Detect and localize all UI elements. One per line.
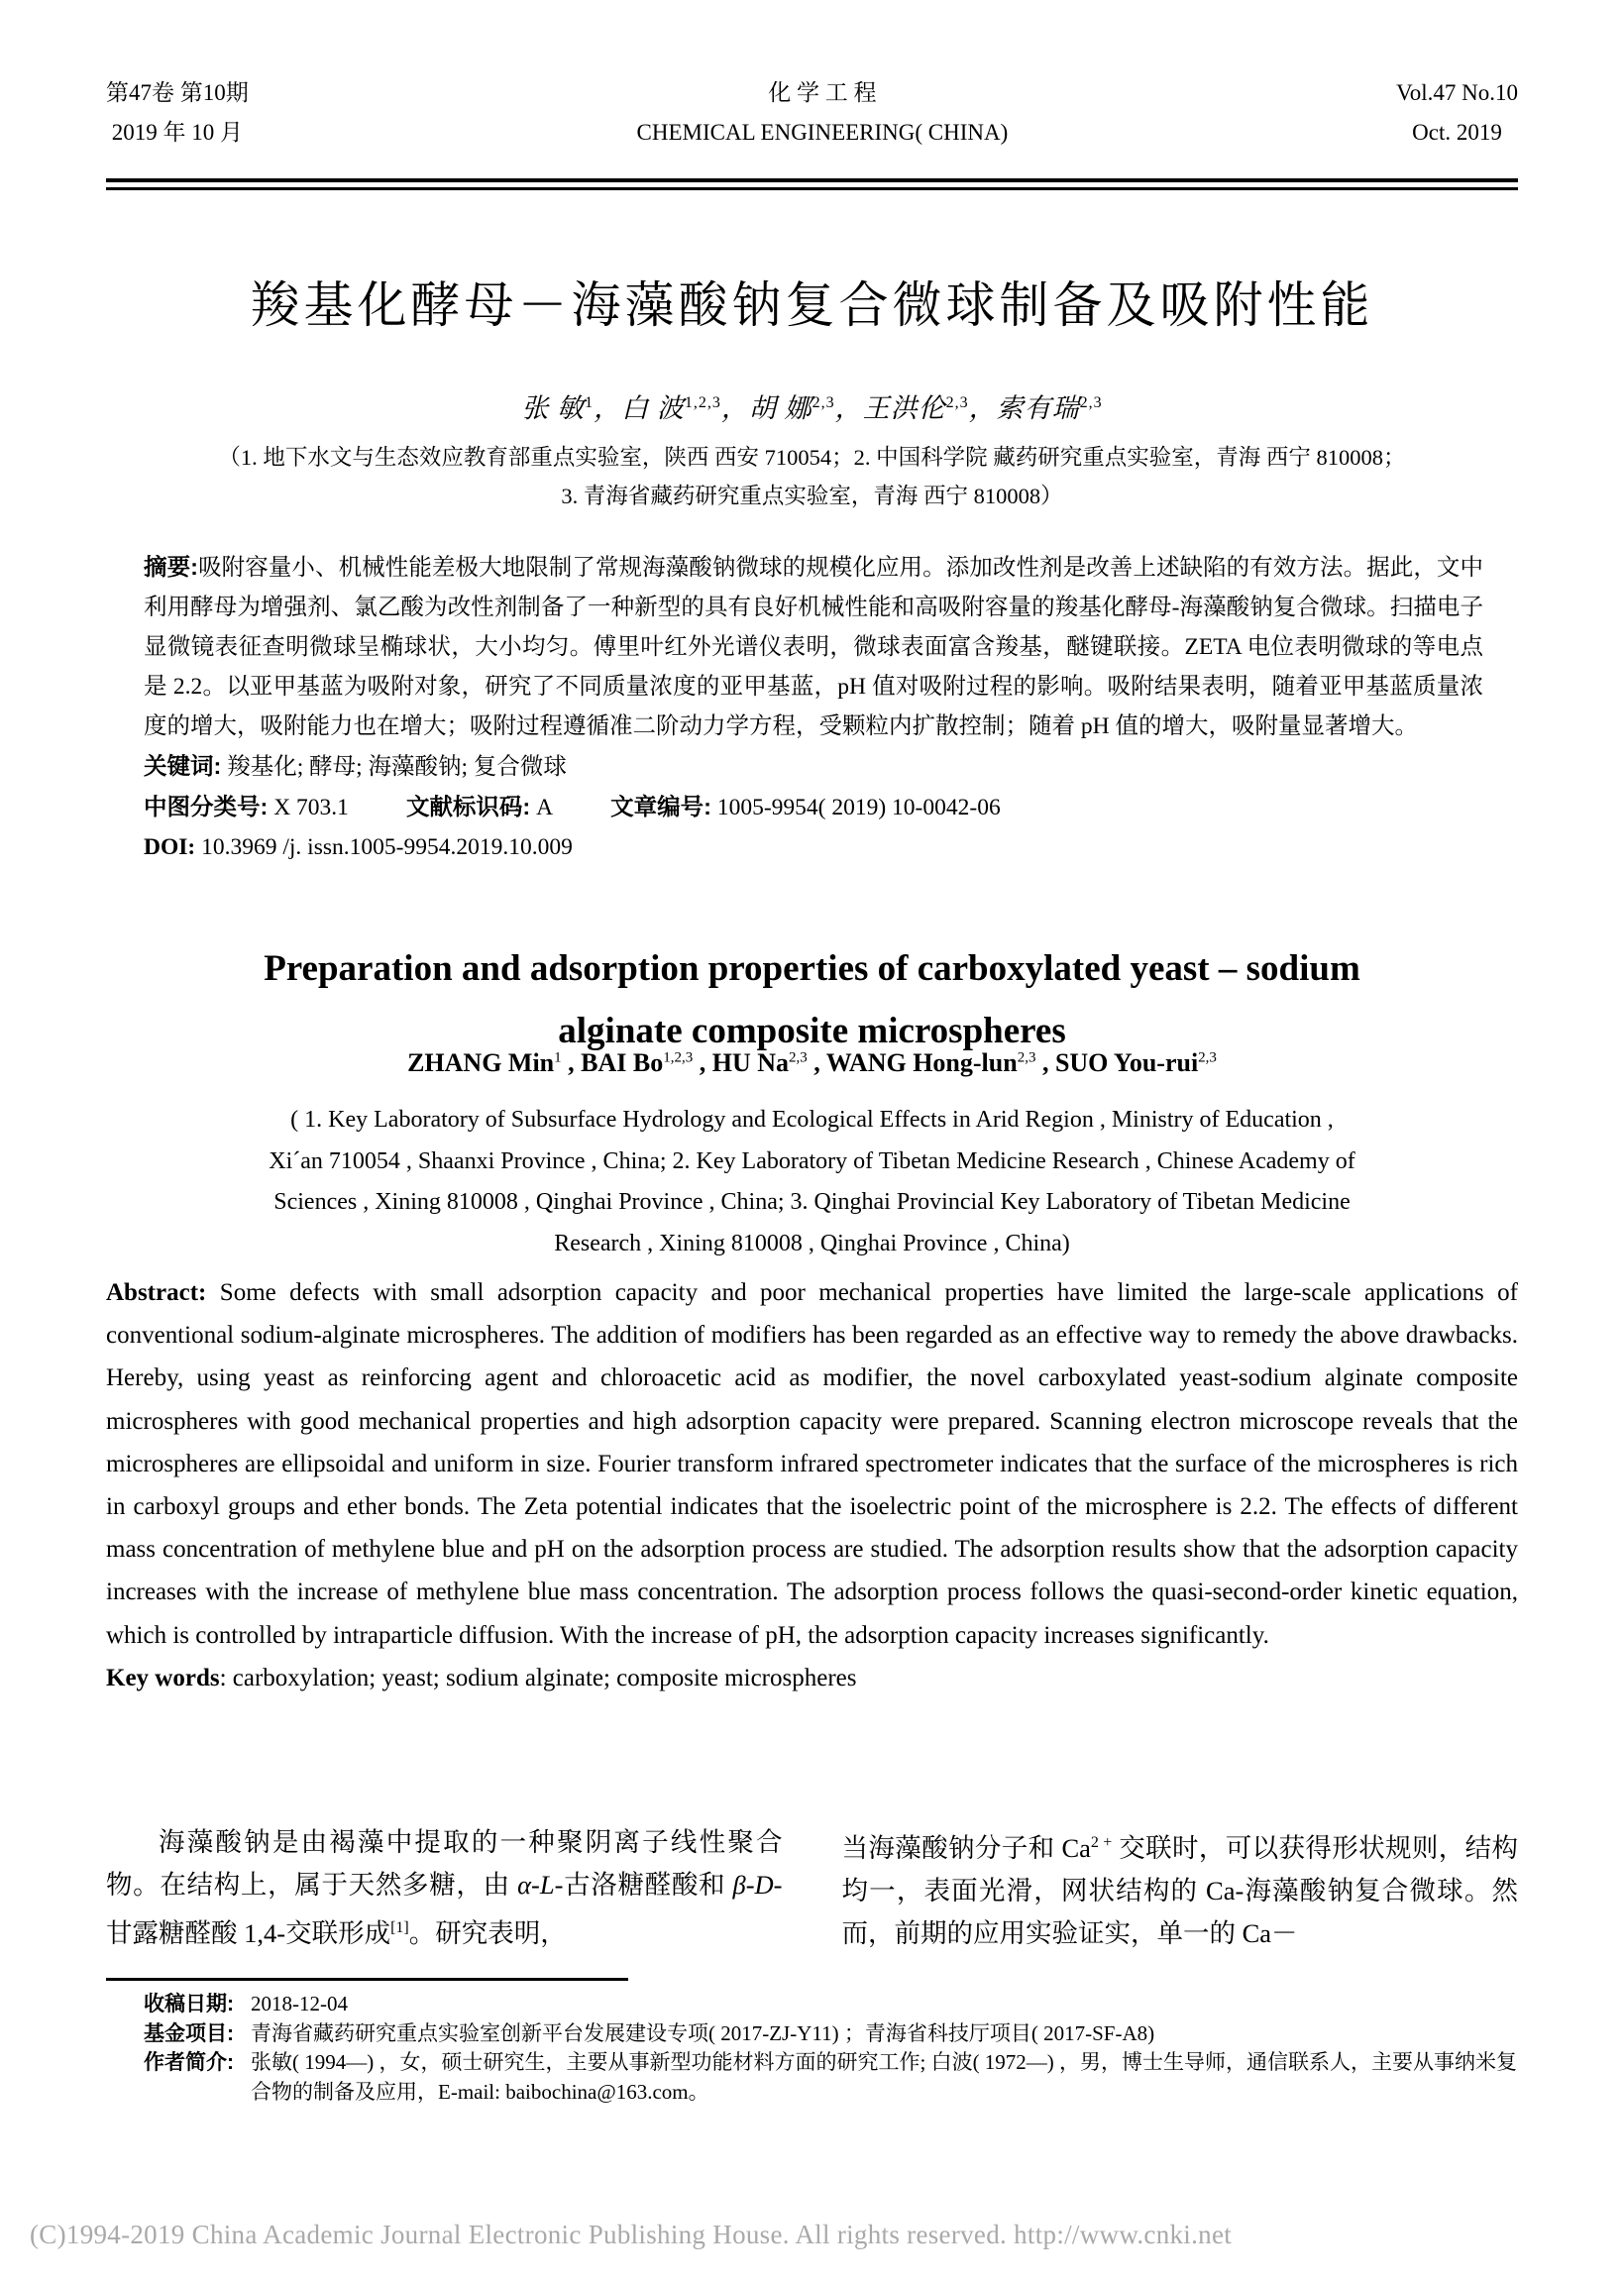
received-date-value: 2018-12-04 xyxy=(251,1992,348,2015)
abstract-cn xyxy=(144,547,1483,746)
body-paragraph-right: 当海藻酸钠分子和 Ca$^{2 +}$ 交联时，可以获得形状规则，结构均一，表面光滑，网状结构的 Ca-海藻酸钠复合微球。然而，前期的应用实验证实，单一的 Ca－ xyxy=(841,1832,1519,1948)
affiliation-en-line1: ( 1. Key Laboratory of Subsurface Hydrology and Ecological Effects in Arid Region , Ministry of Education , xyxy=(290,1107,1334,1133)
abstract-cn-label: 摘要: xyxy=(144,554,198,580)
abstract-cn-text: 吸附容量小、机械性能差极大地限制了常规海藻酸钠微球的规模化应用。添加改性剂是改善上述缺陷的有效方法。据此，文中利用酵母为增强剂、氯乙酸为改性剂制备了一种新型的具有良好机械性能和高吸附容量的羧基化酵母-海藻酸钠复合微球。扫描电子显微镜表征查明微球呈椭球状，大小均匀。傅里叶红外光谱仪表明，微球表面富含羧基，醚键联接。ZETA 电位表明微球的等电点是 2.2。以亚甲基蓝为吸附对象，研究了不同质量浓度的亚甲基蓝，pH 值对吸附过程的影响。吸附结果表明，随着亚甲基蓝质量浓度的增大，吸附能力也在增大；吸附过程遵循准二阶动力学方程，受颗粒内扩散控制；随着 pH 值的增大，吸附量显著增大。 xyxy=(144,555,1484,739)
fund-label: 基金项目: xyxy=(144,2021,234,2045)
doc-code-value: A xyxy=(536,795,554,820)
author-en: HU Na$^{2,3}$ , xyxy=(711,1048,826,1077)
journal-volume-cn: 第47卷 第10期 xyxy=(106,80,249,105)
footnote-fund xyxy=(144,2019,1518,2049)
article-title-en-line2: alginate composite microspheres xyxy=(558,1011,1066,1051)
header-divider xyxy=(106,178,1518,190)
authors-en xyxy=(0,1048,1624,1078)
article-title-cn: 羧基化酵母－海藻酸钠复合微球制备及吸附性能 xyxy=(250,277,1374,333)
body-columns xyxy=(106,1821,1518,1955)
article-title-en-line1: Preparation and adsorption properties of carboxylated yeast – sodium xyxy=(264,948,1360,989)
header-center xyxy=(637,73,1009,153)
doi-label: DOI: xyxy=(144,834,196,860)
clc-value: X 703.1 xyxy=(273,795,349,820)
journal-date-cn: 2019 年 10 月 xyxy=(111,120,243,145)
author-cn: 王洪伦$^{2,3}$， xyxy=(862,393,997,423)
keywords-en-label: Key words xyxy=(106,1664,220,1691)
author-cn: 胡 娜$^{2,3}$， xyxy=(748,393,863,423)
affiliation-en-line4: Research , Xining 810008 , Qinghai Province , China) xyxy=(554,1230,1070,1256)
citation-ref: [1] xyxy=(390,1919,409,1936)
fund-value: 青海省藏药研究重点实验室创新平台发展建设专项( 2017-ZJ-Y11) ；青海省科技厅项目( 2017-SF-A8) xyxy=(251,2020,1155,2045)
keywords-en xyxy=(106,1657,1518,1699)
author-cn: 张 敏$^1$， xyxy=(521,393,622,423)
footnote-divider xyxy=(106,1978,628,1981)
body-column-left xyxy=(106,1821,783,1955)
authors-cn xyxy=(0,386,1624,425)
article-id-group xyxy=(610,795,1001,820)
greek-beta-d: β-D- xyxy=(732,1870,783,1900)
copyright-line: (C)1994-2019 China Academic Journal Electronic Publishing House. All rights reserved. http://www.cnki.net xyxy=(30,2220,1233,2249)
affiliation-cn-line1: （1. 地下水文与生态效应教育部重点实验室，陕西 西安 710054；2. 中国科学院 藏药研究重点实验室，青海 西宁 810008； xyxy=(218,445,1406,470)
abstract-en-block xyxy=(106,1271,1518,1699)
doc-code-label: 文献标识码: xyxy=(405,794,531,819)
page-header xyxy=(106,73,1518,153)
article-title-en xyxy=(0,937,1624,1062)
greek-alpha-l: α-L- xyxy=(517,1870,564,1900)
doi-line xyxy=(144,827,1483,867)
ca-ion-superscript: 2 + xyxy=(1090,1834,1113,1851)
affiliation-en-line3: Sciences , Xining 810008 , Qinghai Province , China; 3. Qinghai Provincial Key Laboratory of Tibetan Medicine xyxy=(273,1189,1351,1215)
body-paragraph-left: 海藻酸钠是由褐藻中提取的一种聚阴离子线性聚合物。在结构上，属于天然多糖，由 α-L-古洛糖醛酸和 β-D-甘露糖醛酸 1,4-交联形成[1]。研究表明， xyxy=(106,1827,783,1948)
affiliation-cn-line2: 3. 青海省藏药研究重点实验室，青海 西宁 810008） xyxy=(561,484,1063,508)
received-date-label: 收稿日期: xyxy=(144,1993,234,2015)
footnote-bio xyxy=(144,2048,1518,2107)
author-cn: 索有瑞$^{2,3}$ xyxy=(996,393,1103,423)
doi-value: 10.3969 /j. issn.1005-9954.2019.10.009 xyxy=(201,834,573,860)
affiliation-cn xyxy=(0,438,1624,515)
journal-volume-en: Vol.47 No.10 xyxy=(1396,80,1518,105)
footnotes xyxy=(144,1990,1518,2107)
abstract-en-text: Some defects with small adsorption capacity and poor mechanical properties have limited the large-scale applications of conventional sodium-alginate microspheres. The addition of modifiers has been regarded as an effective way to remedy the above drawbacks. Hereby, using yeast as reinforcing agent and chloroacetic acid as modifier, the novel carboxylated yeast-sodium alginate composite microspheres with good mechanical properties and high adsorption capacity were prepared. Scanning electron microscope reveals that the microspheres are ellipsoidal and uniform in size. Fourier transform infrared spectrometer indicates that the surface of the microspheres is rich in carboxyl groups and ether bonds. The Zeta potential indicates that the isoelectric point of the microsphere is 2.2. The effects of different mass concentration of methylene blue and pH on the adsorption process are studied. The adsorption results show that the adsorption capacity increases with the increase of methylene blue mass concentration. The adsorption process follows the quasi-second-order kinetic equation, which is controlled by intraparticle diffusion. With the increase of pH, the adsorption capacity increases significantly. xyxy=(106,1279,1519,1649)
classification-line xyxy=(144,787,1483,827)
article-id-label: 文章编号: xyxy=(610,794,711,819)
keywords-cn-text: 羧基化; 酵母; 海藻酸钠; 复合微球 xyxy=(227,754,567,780)
author-bio-value: 张敏( 1994—) ，女，硕士研究生，主要从事新型功能材料方面的研究工作; 白波( 1972—) ，男，博士生导师，通信联系人，主要从事纳米复合物的制备及应用，E-mail: baibochina@163.com。 xyxy=(251,2050,1518,2104)
footnote-received xyxy=(144,1990,1518,2019)
author-en: WANG Hong-lun$^{2,3}$ , xyxy=(825,1048,1055,1077)
body-column-right xyxy=(842,1821,1519,1955)
clc-label: 中图分类号: xyxy=(144,794,269,819)
affiliation-en-line2: Xi´an 710054 , Shaanxi Province , China; 2. Key Laboratory of Tibetan Medicine Research , Chinese Academy of xyxy=(269,1147,1355,1174)
journal-date-en: Oct. 2019 xyxy=(1412,120,1502,145)
header-left xyxy=(106,73,249,153)
journal-name-cn: 化 学 工 程 xyxy=(768,80,877,105)
author-bio-label: 作者简介: xyxy=(144,2051,234,2074)
keywords-en-text: : carboxylation; yeast; sodium alginate; composite microspheres xyxy=(219,1664,857,1691)
abstract-en-label: Abstract: xyxy=(106,1279,207,1306)
author-en: ZHANG Min$^1$ , xyxy=(407,1048,582,1077)
keywords-cn-label: 关键词: xyxy=(144,753,222,779)
journal-name-en: CHEMICAL ENGINEERING( CHINA) xyxy=(636,120,1009,145)
front-matter xyxy=(144,547,1483,867)
affiliation-en xyxy=(0,1100,1624,1264)
author-en: BAI Bo$^{1,2,3}$ , xyxy=(581,1048,712,1077)
article-id-value: 1005-9954( 2019) 10-0042-06 xyxy=(716,795,1001,820)
keywords-cn xyxy=(144,746,1483,787)
author-cn: 白 波$^{1,2,3}$， xyxy=(621,393,749,423)
clc-group xyxy=(144,795,349,820)
author-en: SUO You-rui$^{2,3}$ xyxy=(1054,1048,1217,1077)
abstract-en xyxy=(106,1271,1518,1657)
doc-code-group xyxy=(406,795,553,820)
header-right xyxy=(1396,73,1518,153)
